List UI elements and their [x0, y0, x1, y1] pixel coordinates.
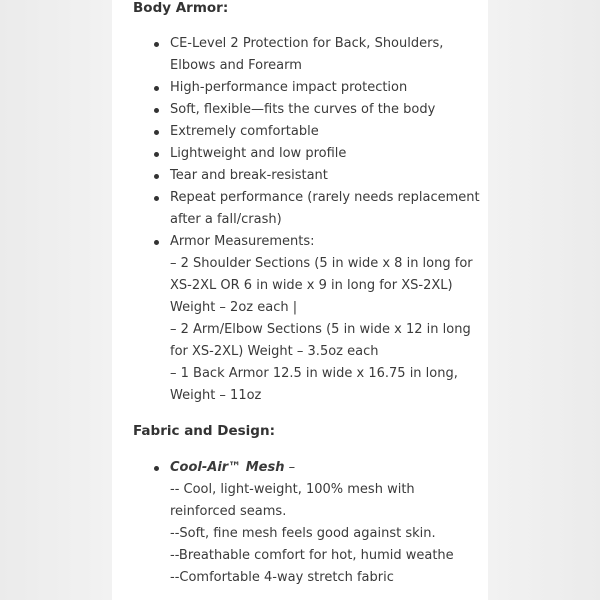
cool-air-mesh-title: Cool-Air™ Mesh [170, 460, 285, 475]
cool-air-mesh-dash: – [284, 460, 296, 475]
fabric-design-heading: Fabric and Design: [133, 423, 275, 439]
bullet-icon [154, 130, 159, 135]
product-description [112, 0, 488, 600]
bullet-icon [154, 240, 159, 245]
bullet-icon [154, 42, 159, 47]
fabric-list [112, 457, 454, 589]
list-item: CE-Level 2 Protection for Back, Shoulders, Elbows and Forearm [112, 33, 480, 77]
list-item: Lightweight and low profile [112, 143, 480, 165]
left-margin [0, 0, 112, 600]
list-item: Extremely comfortable [112, 121, 480, 143]
bullet-icon [154, 108, 159, 113]
bullet-icon [154, 466, 159, 471]
list-item: Soft, flexible—fits the curves of the body [112, 99, 480, 121]
body-armor-heading: Body Armor: [133, 0, 229, 16]
list-item: Tear and break-resistant [112, 165, 480, 187]
list-item-cool-air-mesh: Cool-Air™ Mesh – -- Cool, light-weight, 100% mesh with reinforced seams. --Soft, fine mesh feels good against skin. --Breathable comfort for hot, humid weathe --Comfortable 4-way stretch fabric [112, 457, 454, 589]
list-item-armor-measurements: Armor Measurements: – 2 Shoulder Sections (5 in wide x 8 in long for XS-2XL OR 6 in wide x 9 in long for XS-2XL) Weight – 2oz each | – 2 Arm/Elbow Sections (5 in wide x 12 in long for XS-2XL) Weight – 3.5oz each – 1 Back Armor 12.5 in wide x 16.75 in long, Weight – 11oz [112, 231, 480, 407]
body-armor-list [112, 33, 480, 407]
list-item: Repeat performance (rarely needs replacement after a fall/crash) [112, 187, 480, 231]
bullet-icon [154, 86, 159, 91]
bullet-icon [154, 174, 159, 179]
list-item: High-performance impact protection [112, 77, 480, 99]
right-margin [488, 0, 600, 600]
bullet-icon [154, 196, 159, 201]
bullet-icon [154, 152, 159, 157]
